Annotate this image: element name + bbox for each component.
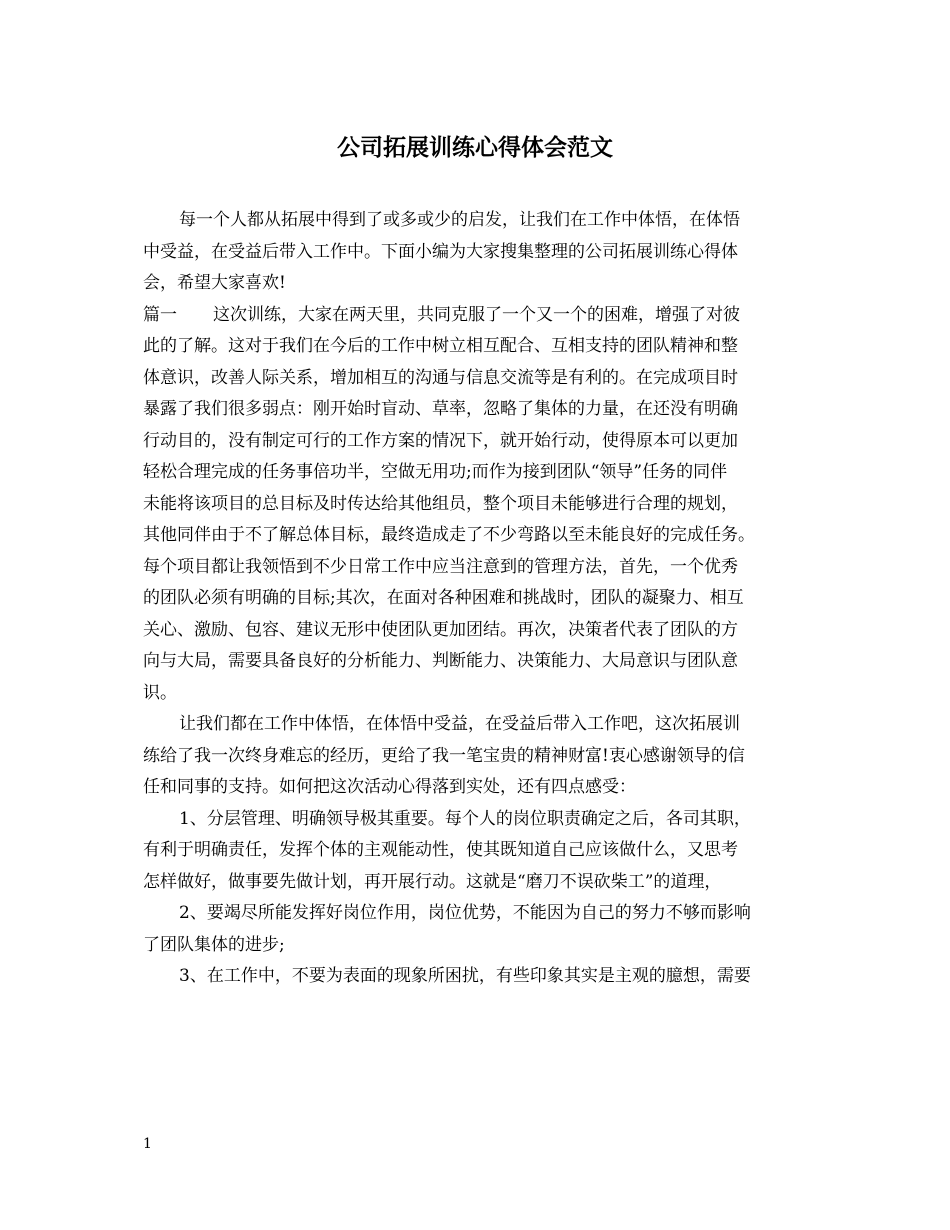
text-line: 了团队集体的进步; [143, 934, 285, 955]
text-line: 中受益，在受益后带入工作中。下面小编为大家搜集整理的公司拓展训练心得体 [143, 241, 738, 262]
text-line: 暴露了我们很多弱点：刚开始时盲动、草率，忽略了集体的力量，在还没有明确 [143, 399, 738, 419]
text-line: 其他同伴由于不了解总体目标，最终造成走了不少弯路以至未能良好的完成任务。 [143, 525, 755, 545]
text-line: 1、分层管理、明确领导极其重要。每个人的岗位职责确定之后，各司其职， [179, 808, 751, 829]
text-line: 行动目的，没有制定可行的工作方案的情况下，就开始行动，使得原本可以更加 [143, 430, 738, 451]
text-line: 让我们都在工作中体悟，在体悟中受益，在受益后带入工作吧，这次拓展训 [179, 714, 740, 734]
document-body [143, 205, 815, 993]
text-line: 识。 [143, 682, 177, 703]
text-line: 轻松合理完成的任务事倍功半，空做无用功;而作为接到团队“领导”任务的同伴 [143, 462, 728, 482]
text-line: 此的了解。这对于我们在今后的工作中树立相互配合、互相支持的团队精神和整 [143, 336, 738, 356]
text-line: 未能将该项目的总目标及时传达给其他组员，整个项目未能够进行合理的规划， [143, 493, 738, 514]
section-line [143, 300, 815, 332]
text-line: 会，希望大家喜欢! [143, 273, 286, 293]
text-line: 向与大局，需要具备良好的分析能力、判断能力、决策能力、大局意识与团队意 [143, 651, 738, 671]
text-line: 每一个人都从拓展中得到了或多或少的启发，让我们在工作中体悟，在体悟 [179, 210, 740, 230]
text-line: 关心、激励、包容、建议无形中使团队更加团结。再次，决策者代表了团队的方 [143, 619, 738, 640]
text-line: 任和同事的支持。如何把这次活动心得落到实处，还有四点感受： [143, 777, 636, 797]
text-line: 的团队必须有明确的目标;其次，在面对各种困难和挑战时，团队的凝聚力、相互 [143, 588, 744, 608]
text-line: 每个项目都让我领悟到不少日常工作中应当注意到的管理方法，首先，一个优秀 [143, 556, 738, 577]
text-line: 3、在工作中，不要为表面的现象所困扰，有些印象其实是主观的臆想，需要 [179, 966, 751, 986]
section-label: 篇一 [143, 304, 177, 325]
text-line: 体意识，改善人际关系，增加相互的沟通与信息交流等是有利的。在完成项目时 [143, 367, 738, 388]
text-line: 2、要竭尽所能发挥好岗位作用，岗位优势，不能因为自己的努力不够而影响 [179, 903, 751, 923]
document-title: 公司拓展训练心得体会范文 [337, 134, 613, 161]
text-line: 练给了我一次终身难忘的经历，更给了我一笔宝贵的精神财富!衷心感谢领导的信 [143, 745, 745, 766]
text-line: 有利于明确责任，发挥个体的主观能动性，使其既知道自己应该做什么，又思考 [143, 840, 738, 860]
text-line: 怎样做好，做事要先做计划，再开展行动。这就是“磨刀不误砍柴工”的道理， [143, 871, 722, 892]
page-number: 1 [143, 1136, 152, 1152]
text-line: 这次训练，大家在两天里，共同克服了一个又一个的困难，增强了对彼 [213, 304, 740, 325]
